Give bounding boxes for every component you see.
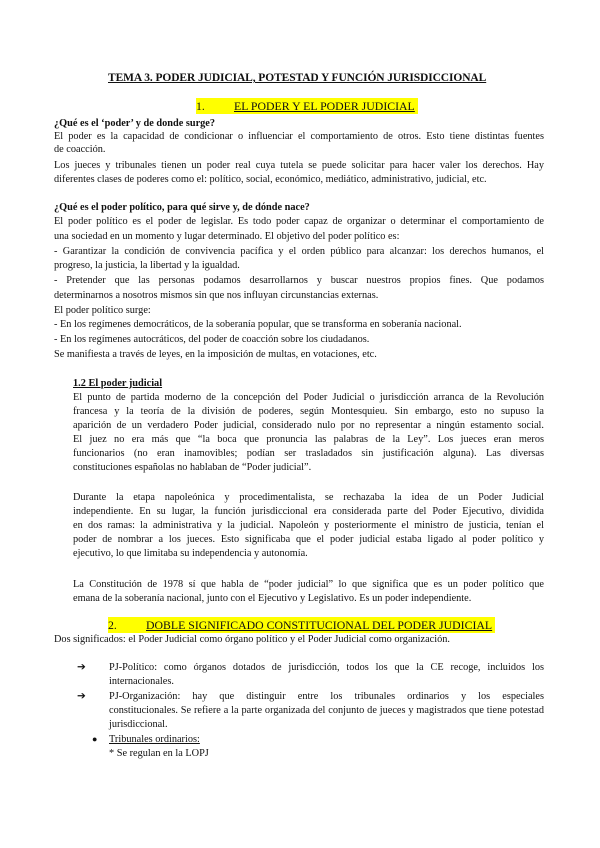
paragraph-5-line-2: emana de la soberanía nacional, junto con el Ejecutivo y Legislativo. Es un poder independiente. xyxy=(73,593,472,604)
paragraph-3-line-1: El punto de partida moderno de la concepción del Poder Judicial o jurisdicción arranca de la Revolución xyxy=(73,392,544,403)
bullet-3-sub: * Se regulan en la LOPJ xyxy=(109,748,209,759)
paragraph-4-line-5: ejecutivo, lo que limitaba su independencia y autonomía. xyxy=(73,548,308,559)
paragraph-1-line-3: Los jueces y tribunales tienen un poder real cuya tutela se puede solicitar para hacer valer los derechos. Hay xyxy=(54,160,544,171)
question-1: ¿Qué es el ‘poder’ y de donde surge? xyxy=(54,118,216,129)
question-2: ¿Qué es el poder político, para qué sirve y, de dónde nace? xyxy=(54,202,310,213)
paragraph-2-line-9: - En los regímenes autocráticos, del poder de coacción sobre los ciudadanos. xyxy=(54,334,370,345)
paragraph-2-line-3: - Garantizar la condición de convivencia pacífica y el orden público para alcanzar: los derechos humanos, el xyxy=(54,246,544,257)
paragraph-1-line-1: El poder es la capacidad de condicionar o influenciar el comportamiento de otros. Esto tiene distintas fuentes xyxy=(54,131,544,142)
bullet-2-line-1: PJ-Organización: hay que distinguir entre los tribunales ordinarios y los especiales xyxy=(109,691,544,702)
bullet-1-line-1: PJ-Político: como órganos dotados de jurisdicción, todos los que la CE recoge, incluidos los xyxy=(109,662,544,673)
section-2-heading xyxy=(108,617,495,633)
paragraph-3-line-6: constituciones españolas no hablaban de “Poder judicial”. xyxy=(73,462,312,473)
paragraph-2-line-1: El poder político es el poder de legislar. Es todo poder capaz de organizar o determinar el comportamiento de xyxy=(54,216,544,227)
paragraph-2-line-8: - En los regímenes democráticos, de la soberanía popular, que se transforma en soberanía nacional. xyxy=(54,319,462,330)
paragraph-3-line-2: francesa y la teoría de la división de poderes, según Montesquieu. Sin embargo, esto no supuso la xyxy=(73,406,544,417)
paragraph-3-line-5: funcionarios (no eran inamovibles; podían ser trasladados sin justificación alguna). Las diversas xyxy=(73,448,544,459)
paragraph-2-line-7: El poder político surge: xyxy=(54,305,151,316)
dot-bullet-icon: ● xyxy=(92,734,98,744)
paragraph-6: Dos significados: el Poder Judicial como órgano político y el Poder Judicial como organización. xyxy=(54,634,450,645)
paragraph-3-line-3: aparición de un verdadero Poder judicial, considerado nulo por no representar a ningún estamento social. xyxy=(73,420,544,431)
paragraph-2-line-10: Se manifiesta a través de leyes, en la imposición de multas, en votaciones, etc. xyxy=(54,349,377,360)
arrow-bullet-icon: ➔ xyxy=(77,662,86,673)
paragraph-5-line-1: La Constitución de 1978 sí que habla de “poder judicial” lo que significa que es un poder político que xyxy=(73,579,544,590)
paragraph-2-line-6: determinarnos a nosotros mismos sin que nos influyan circunstancias externas. xyxy=(54,290,379,301)
bullet-2-line-2: constitucionales. Se refiere a la parte organizada del conjunto de jueces y magistrados que tiene potestad xyxy=(109,705,544,716)
bullet-2-line-3: jurisdiccional. xyxy=(109,719,168,730)
arrow-bullet-icon: ➔ xyxy=(77,691,86,702)
paragraph-4-line-4: poder de nombrar a los jueces. Esto significaba que el poder judicial estaba ligado al poder político y xyxy=(73,534,544,545)
document-title: TEMA 3. PODER JUDICIAL, POTESTAD Y FUNCIÓN JURISDICCIONAL xyxy=(108,72,487,84)
paragraph-4-line-3: en dos ramas: la administrativa y la judicial. Napoleón y posteriormente el ministro de justicia, tenían el xyxy=(73,520,544,531)
paragraph-1-line-2: de coacción. xyxy=(54,144,106,155)
section-2-label: DOBLE SIGNIFICADO CONSTITUCIONAL DEL PODER JUDICIAL xyxy=(146,618,493,632)
paragraph-2-line-5: - Pretender que las personas podamos desarrollarnos y buscar nuestros propios fines. Que podamos xyxy=(54,275,544,286)
section-1-label: EL PODER Y EL PODER JUDICIAL xyxy=(234,99,415,113)
bullet-3-label: Tribunales ordinarios: xyxy=(109,734,200,745)
paragraph-4-line-1: Durante la etapa napoleónica y procedimentalista, se rechazaba la idea de un Poder Judicial xyxy=(73,492,544,503)
section-1-number: 1. xyxy=(196,99,205,113)
paragraph-4-line-2: independiente. En su lugar, la función jurisdiccional era considerada parte del Poder Ejecutivo, dividida xyxy=(73,506,544,517)
bullet-1-line-2: internacionales. xyxy=(109,676,174,687)
section-1-heading xyxy=(196,98,418,114)
subsection-1-2-heading: 1.2 El poder judicial xyxy=(73,378,163,389)
paragraph-3-line-4: El juez no era más que “la boca que pronuncia las palabras de la Ley”. Los jueces eran meros xyxy=(73,434,544,445)
paragraph-2-line-4: progreso, la justicia, la libertad y la igualdad. xyxy=(54,260,240,271)
paragraph-1-line-4: diferentes clases de poderes como el: político, social, económico, mediático, administrativo, judicial, etc. xyxy=(54,174,487,185)
section-2-number: 2. xyxy=(108,618,117,632)
paragraph-2-line-2: una sociedad en un momento y lugar determinado. El objetivo del poder político es: xyxy=(54,231,400,242)
